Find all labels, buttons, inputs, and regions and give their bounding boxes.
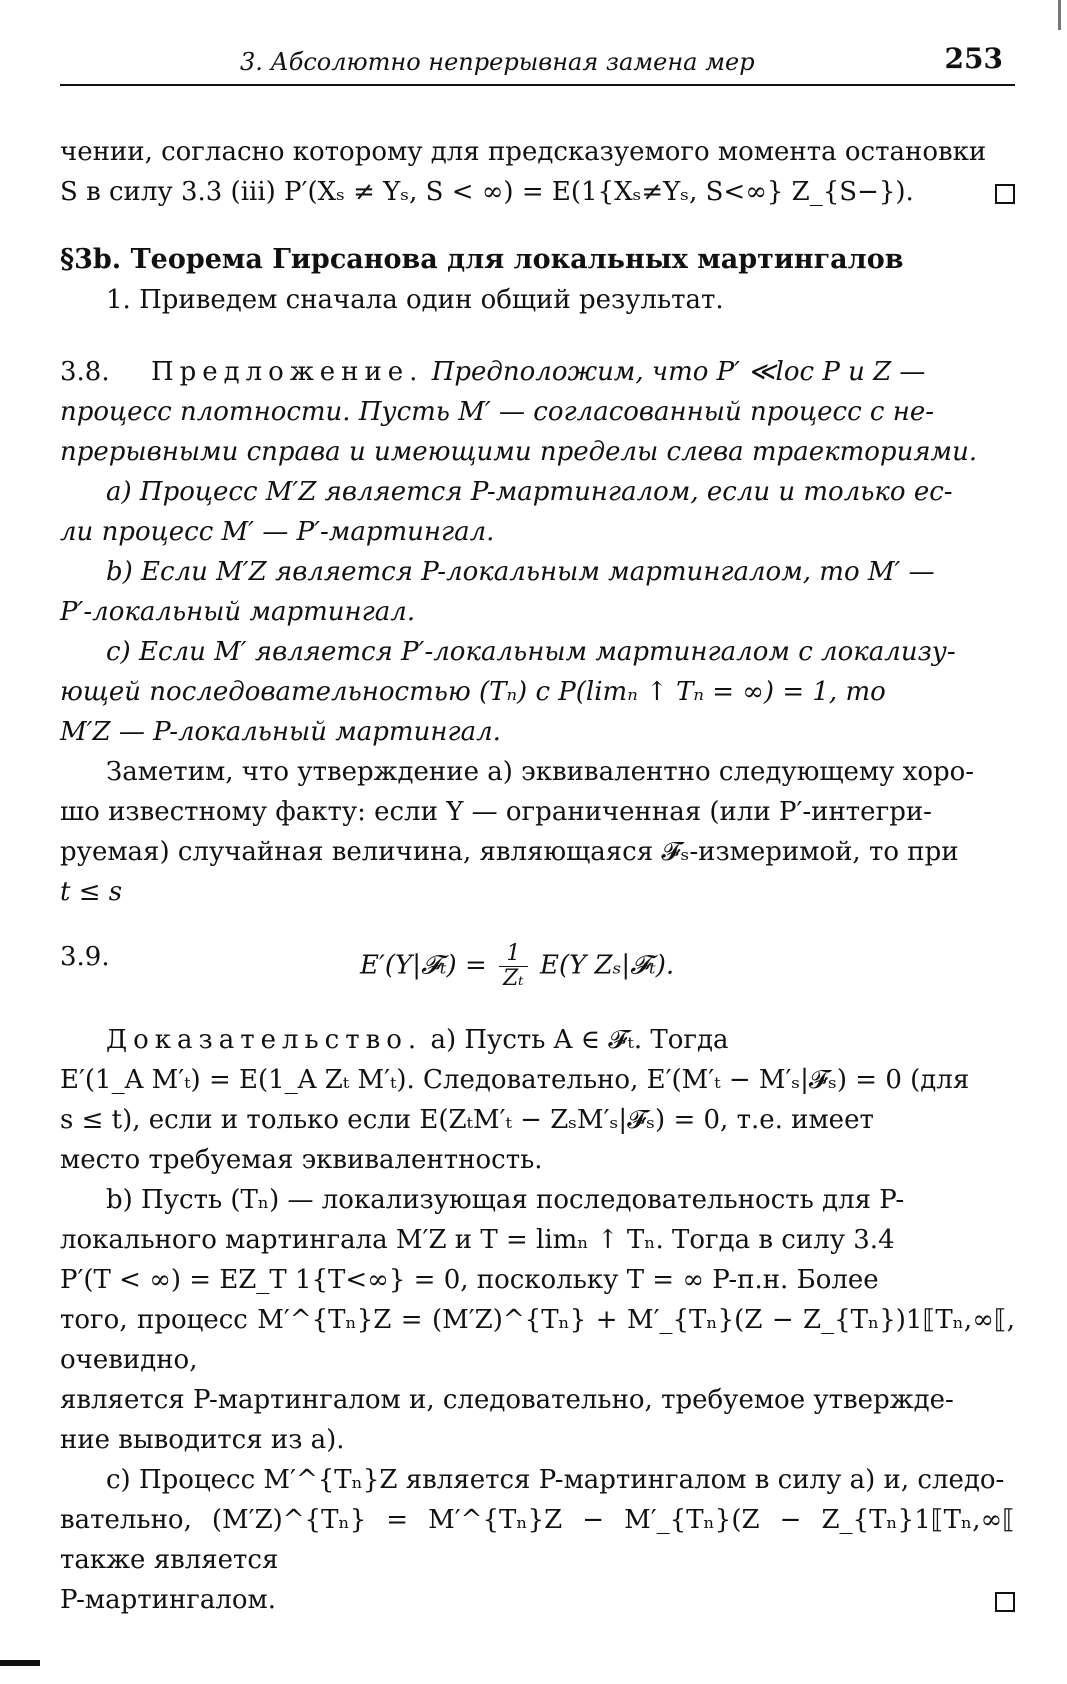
equation-label: 3.9. [60, 942, 110, 972]
proof-line: является P-мартингалом и, следовательно, требуемое утвержде- [60, 1385, 954, 1415]
remark-line: шо известному факту: если Y — ограниченная (или P′-интегри- [60, 797, 932, 827]
proposition-word: Предложение. [150, 357, 424, 387]
scan-edge-mark [0, 1660, 40, 1666]
proof-word: Доказательство. [106, 1025, 423, 1055]
fraction [499, 942, 528, 991]
proof-line: место требуемая эквивалентность. [60, 1145, 543, 1175]
proof-line: локального мартингала M′Z и T = limₙ ↑ Tₙ. Тогда в силу 3.4 [60, 1225, 895, 1255]
remark-line: Заметим, что утверждение a) эквивалентно следующему хоро- [106, 757, 975, 787]
proof-line: вательно, (M′Z)^{Tₙ} = M′^{Tₙ}Z − M′_{Tₙ}(Z − Z_{Tₙ}1⟦Tₙ,∞⟦ также является [60, 1505, 1015, 1575]
text-line: 1. Приведем сначала один общий результат. [106, 285, 724, 315]
fraction-numerator: 1 [499, 942, 528, 967]
equation-3-9 [60, 912, 1015, 996]
item-c-line: ющей последовательностью (Tₙ) с P(limₙ ↑ Tₙ = ∞) = 1, то [60, 677, 886, 707]
proposition-line: прерывными справа и имеющими пределы слева траекториями. [60, 437, 978, 467]
proof-line: того, процесс M′^{Tₙ}Z = (M′Z)^{Tₙ} + M′_{Tₙ}(Z − Z_{Tₙ})1⟦Tₙ,∞⟦, очевидно, [60, 1305, 1015, 1375]
text-line: чении, согласно которому для предсказуемого момента остановки [60, 137, 987, 167]
text-line [60, 172, 1015, 212]
running-header [60, 36, 1015, 86]
proof-line: s ≤ t), если и только если E(ZₜM′ₜ − ZₛM′ₛ|𝓕ₛ) = 0, т.е. имеет [60, 1105, 874, 1135]
section-heading: §3b. Теорема Гирсанова для локальных мартингалов [60, 244, 904, 275]
proof-line [60, 1020, 1015, 1060]
fraction-denominator: Zₜ [503, 966, 524, 991]
page [60, 36, 1015, 1620]
item-a-line: a) Процесс M′Z является P-мартингалом, если и только ес- [106, 477, 953, 507]
item-b-line: b) Если M′Z является P-локальным мартингалом, то M′ — [106, 557, 935, 587]
qed-square-icon [995, 184, 1015, 204]
proof-line [60, 1580, 1015, 1620]
page-number: 253 [944, 42, 1003, 75]
proof-line: c) Процесс M′^{Tₙ}Z является P-мартингалом в силу a) и, следо- [106, 1465, 1005, 1495]
item-b-line: P′-локальный мартингал. [60, 597, 416, 627]
proposition-text: Предположим, что P′ ≪loc P и Z — [431, 357, 926, 387]
qed-square-icon [995, 1592, 1015, 1612]
proof-text: a) Пусть A ∈ 𝓕ₜ. Тогда [430, 1025, 729, 1055]
remark-line: t ≤ s [60, 877, 123, 907]
header-title: 3. Абсолютно непрерывная замена мер [240, 48, 755, 76]
scan-edge-mark [1058, 0, 1061, 30]
proposition-line [60, 352, 1015, 392]
proof-line: E′(1_A M′ₜ) = E(1_A Zₜ M′ₜ). Следовательно, E′(M′ₜ − M′ₛ|𝓕ₛ) = 0 (для [60, 1065, 970, 1095]
proposition-line: процесс плотности. Пусть M′ — согласованный процесс с не- [60, 397, 935, 427]
equation-lhs: E′(Y|𝓕ₜ) = [360, 950, 487, 981]
proof-line: P′(T < ∞) = EZ_T 1{T<∞} = 0, поскольку T = ∞ P-п.н. Более [60, 1265, 879, 1295]
item-c-line: c) Если M′ является P′-локальным мартингалом с локализу- [106, 637, 956, 667]
equation-rhs: E(Y Zₛ|𝓕ₜ). [540, 950, 675, 981]
item-c-line: M′Z — P-локальный мартингал. [60, 717, 501, 747]
proof-line: b) Пусть (Tₙ) — локализующая последовательность для P- [106, 1185, 905, 1215]
remark-line: руемая) случайная величина, являющаяся 𝓕ₛ-измеримой, то при [60, 837, 959, 867]
inline-formula: S в силу 3.3 (iii) P′(Xₛ ≠ Yₛ, S < ∞) = E(1{Xₛ≠Yₛ, S<∞} Z_{S−}). [60, 177, 914, 207]
equation-body [360, 942, 674, 991]
proposition-label: 3.8. [60, 357, 110, 387]
item-a-line: ли процесс M′ — P′-мартингал. [60, 517, 495, 547]
proof-end-text: P-мартингалом. [60, 1585, 277, 1615]
proof-line: ние выводится из a). [60, 1425, 345, 1455]
